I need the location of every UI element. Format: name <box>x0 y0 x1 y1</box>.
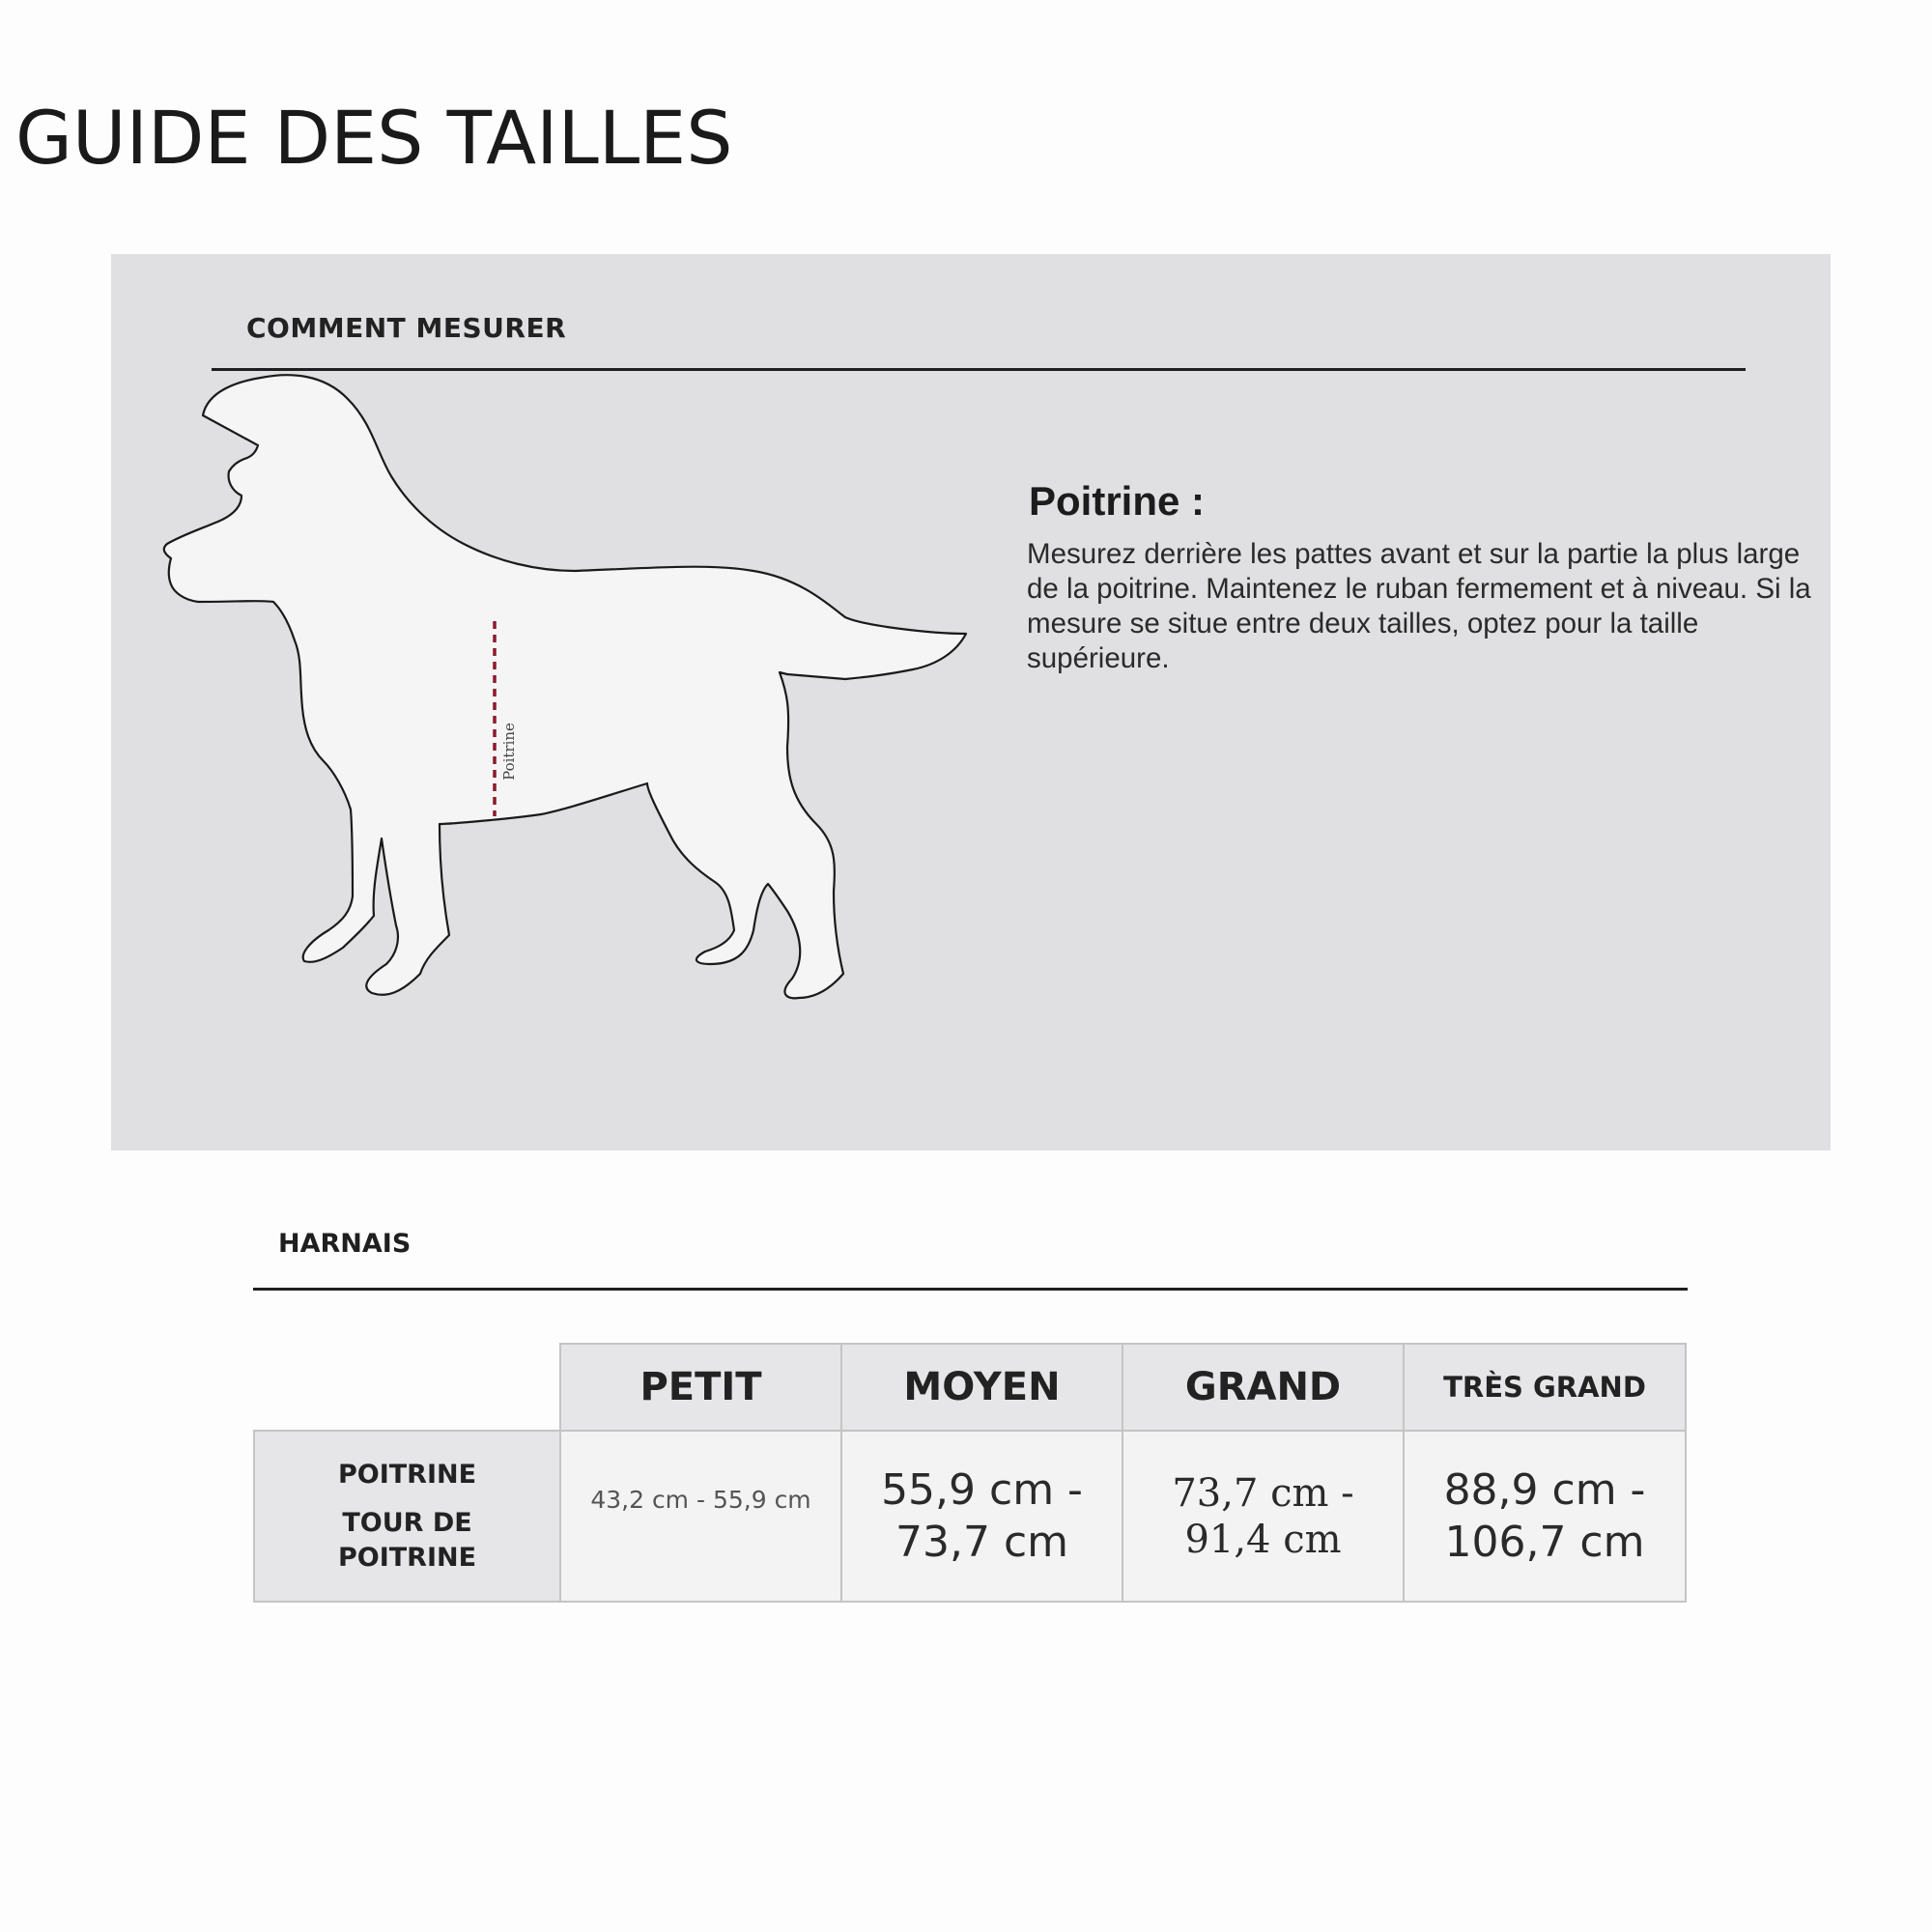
chest-value-extra-large-text: 88,9 cm - 106,7 cm <box>1443 1464 1646 1567</box>
size-header-extra-large: TRÈS GRAND <box>1404 1344 1686 1431</box>
chest-value-extra-large <box>1404 1431 1686 1602</box>
page-title: GUIDE DES TAILLES <box>15 95 733 181</box>
size-header-large: GRAND <box>1122 1344 1404 1431</box>
chest-description: Mesurez derrière les pattes avant et sur la partie la plus large de la poitrine. Maintenez le ruban fermement et à niveau. Si la mesure se situe entre deux tailles, optez pour la taille supérieure. <box>1027 538 1811 674</box>
table-row <box>254 1431 1686 1602</box>
chest-value-medium <box>841 1431 1122 1602</box>
diagram-chest-label: Poitrine <box>500 723 518 781</box>
size-header-row <box>254 1344 1686 1431</box>
chest-row-label: POITRINE <box>337 1459 477 1490</box>
size-header-medium: MOYEN <box>841 1344 1122 1431</box>
chest-value-small <box>560 1431 841 1602</box>
size-chart-table <box>253 1343 1687 1603</box>
chest-heading: Poitrine : <box>1029 478 1206 524</box>
dog-silhouette-icon <box>111 254 980 1151</box>
dog-outline <box>164 375 966 998</box>
table-corner-cell <box>254 1344 560 1431</box>
chest-value-small-text: 43,2 cm - 55,9 cm <box>590 1486 811 1514</box>
harness-divider <box>253 1288 1688 1291</box>
chest-value-large-text: 73,7 cm - 91,4 cm <box>1172 1470 1354 1562</box>
chest-girth-row-label: TOUR DE POITRINE <box>337 1507 477 1573</box>
how-to-measure-panel <box>111 254 1831 1151</box>
chest-row-header <box>254 1431 560 1602</box>
chest-value-medium-text: 55,9 cm - 73,7 cm <box>881 1464 1083 1567</box>
harness-heading: HARNAIS <box>278 1229 412 1259</box>
how-to-measure-heading: COMMENT MESURER <box>246 312 567 344</box>
chest-value-large <box>1122 1431 1404 1602</box>
size-header-small: PETIT <box>560 1344 841 1431</box>
